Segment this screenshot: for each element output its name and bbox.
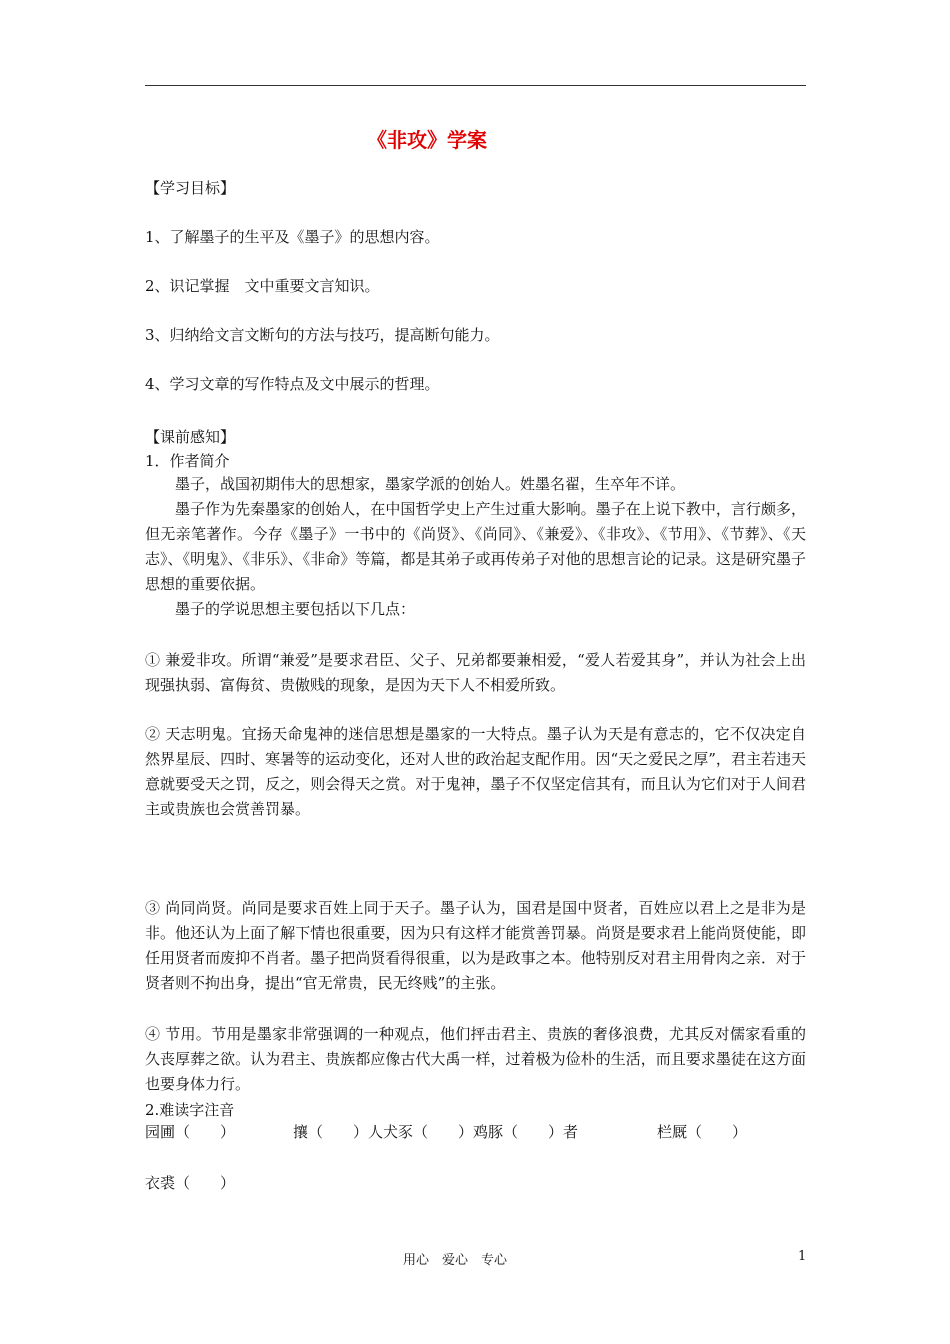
- goal-item: 3、归纳给文言文断句的方法与技巧，提高断句能力。: [145, 326, 500, 344]
- page-title: 《非攻》学案: [367, 128, 487, 152]
- paragraph-author-intro: 墨子，战国初期伟大的思想家，墨家学派的创始人。姓墨名翟，生卒年不详。: [175, 475, 686, 493]
- section-heading-goals: 【学习目标】: [145, 179, 236, 197]
- footer-motto: 用心 爱心 专心: [402, 1253, 507, 1268]
- pronunciation-item: 衣裘（ ）: [145, 1174, 236, 1192]
- paragraph-author-works: 墨子作为先秦墨家的创始人，在中国哲学史上产生过重大影响。墨子在上说下教中，言行颇多，但无亲笔著作。今存《墨子》一书中的《尚贤》、《尚同》、《兼爱》、《非攻》、《节用》、《节葬》、《天志》、《明鬼》、《非乐》、《非命》等篇，都是其弟子或再传弟子对他的思想言论的记录。这是研究墨子思想的重要依据。: [145, 500, 806, 593]
- subheading-author: 1．作者简介: [145, 452, 230, 470]
- thought-point: ④ 节用。节用是墨家非常强调的一种观点，他们抨击君主、贵族的奢侈浪费，尤其反对儒家看重的久丧厚葬之欲。认为君主、贵族都应像古代大禹一样，过着极为俭朴的生活，而且要求墨徒在这方面也要身体力行。: [145, 1025, 806, 1093]
- pronunciation-item: 栏厩（ ）: [657, 1123, 748, 1141]
- subheading-pronunciation: 2.难读字注音: [145, 1101, 235, 1119]
- thought-point: ① 兼爱非攻。所谓“兼爱”是要求君臣、父子、兄弟都要兼相爱，“爱人若爱其身”，并认为社会上出现强执弱、富侮贫、贵傲贱的现象，是因为天下人不相爱所致。: [145, 651, 806, 694]
- header-rule: [145, 85, 806, 86]
- thought-point: ③ 尚同尚贤。尚同是要求百姓上同于天子。墨子认为，国君是国中贤者，百姓应以君上之是非为是非。他还认为上面了解下情也很重要，因为只有这样才能赏善罚暴。尚贤是要求君上能尚贤使能，即任用贤者而废抑不肖者。墨子把尚贤看得很重，以为是政事之本。他特别反对君主用骨肉之亲．对于贤者则不拘出身，提出“官无常贵，民无终贱”的主张。: [145, 899, 806, 992]
- thought-point: ② 天志明鬼。宜扬天命鬼神的迷信思想是墨家的一大特点。墨子认为天是有意志的，它不仅决定自然界星辰、四时、寒暑等的运动变化，还对人世的政治起支配作用。因“天之爱民之厚”，君主若违天意就要受天之罚，反之，则会得天之赏。对于鬼神，墨子不仅坚定信其有，而且认为它们对于人间君主或贵族也会赏善罚暴。: [145, 725, 806, 818]
- section-heading-preview: 【课前感知】: [145, 428, 236, 446]
- pronunciation-item: 园圃（ ）: [145, 1123, 236, 1141]
- goal-item: 2、识记掌握 文中重要文言知识。: [145, 277, 380, 295]
- goal-item: 4、学习文章的写作特点及文中展示的哲理。: [145, 375, 440, 393]
- page-number: 1: [798, 1249, 807, 1264]
- goal-item: 1、了解墨子的生平及《墨子》的思想内容。: [145, 228, 440, 246]
- pronunciation-item: 攘（ ）人犬豕（ ）鸡豚（ ）者: [293, 1123, 579, 1141]
- paragraph-thought-intro: 墨子的学说思想主要包括以下几点：: [175, 600, 416, 618]
